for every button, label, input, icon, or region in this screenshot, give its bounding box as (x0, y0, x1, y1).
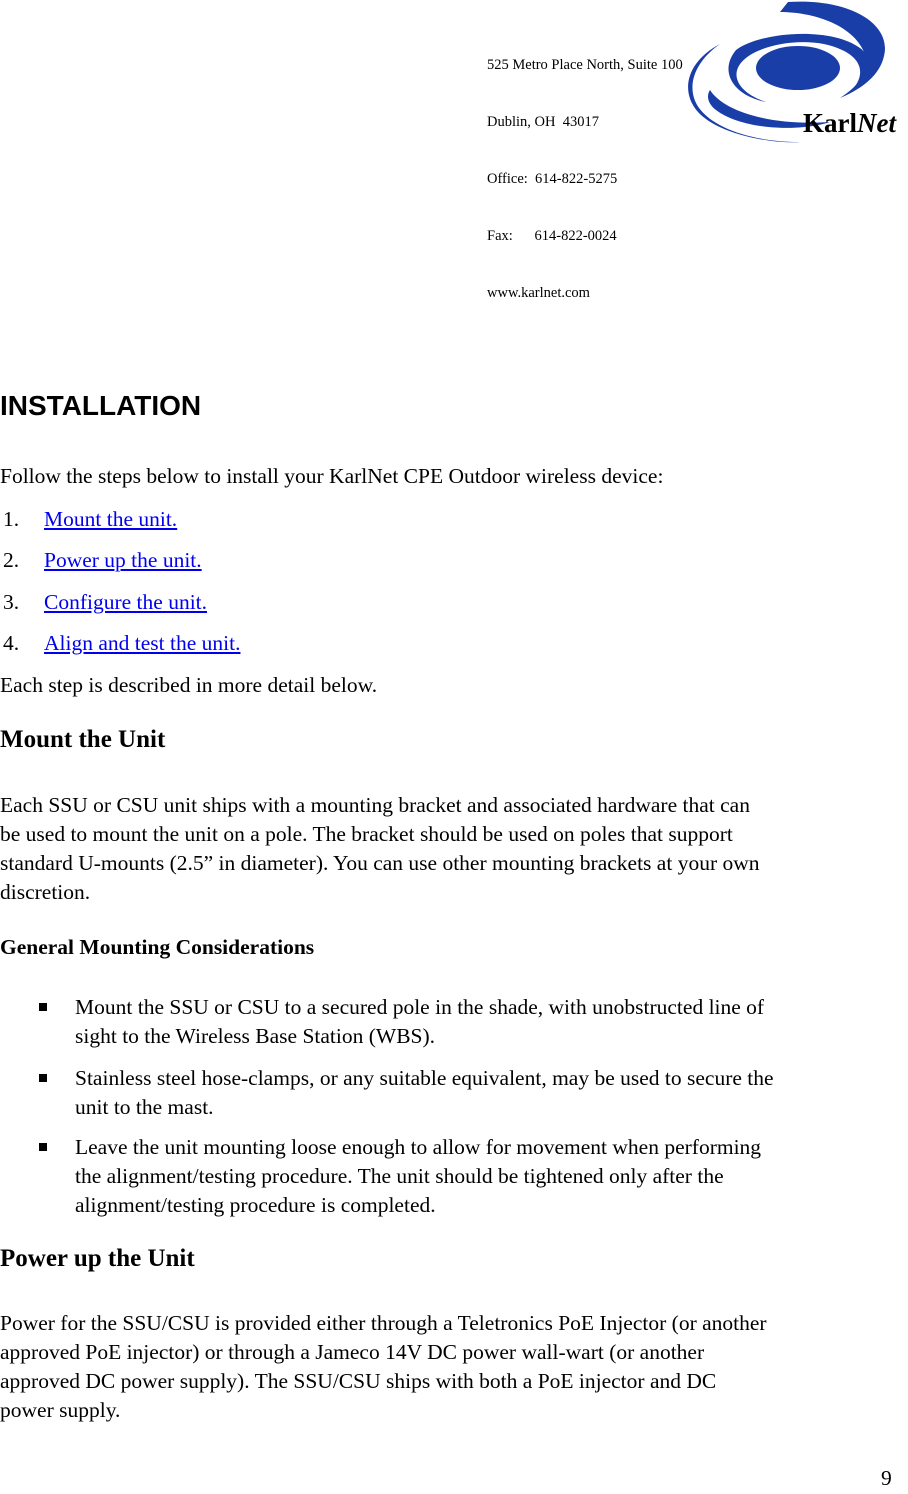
step-item (0, 588, 207, 616)
address-line: Fax: 614-822-0024 (487, 228, 617, 244)
address-line: www.karlnet.com (487, 285, 590, 301)
power-paragraph (0, 1309, 900, 1425)
para-line: discretion. (0, 880, 91, 904)
step-item (0, 546, 202, 574)
bullet-item (0, 993, 900, 1053)
bullet-text: Mount the SSU or CSU to a secured pole in the shade, with unobstructed line of sight to the Wireless Base Station (WBS). (75, 995, 765, 1048)
intro-text: Follow the steps below to install your KarlNet CPE Outdoor wireless device: (0, 464, 664, 488)
bullet-marker (39, 1074, 47, 1082)
para-line: Power for the SSU/CSU is provided either through a Teletronics PoE Injector (or another (0, 1311, 767, 1335)
step-number: 3. (3, 590, 20, 614)
para-line: power supply. (0, 1398, 121, 1422)
bullet-marker (39, 1143, 47, 1151)
step-item (0, 505, 177, 533)
para-line: approved PoE injector) or through a Jameco 14V DC power wall-wart (or another (0, 1340, 705, 1364)
power-heading: Power up the Unit (0, 1245, 195, 1272)
bullet-item (0, 1133, 900, 1223)
step-link-configure[interactable]: Configure the unit. (44, 590, 208, 614)
step-number: 1. (3, 507, 20, 531)
para-line: standard U-mounts (2.5” in diameter). You can use other mounting brackets at your own (0, 851, 760, 875)
bullet-marker (39, 1003, 47, 1011)
mount-heading: Mount the Unit (0, 726, 166, 753)
mounting-subheading: General Mounting Considerations (0, 935, 315, 959)
section-title: INSTALLATION (0, 390, 202, 421)
step-number: 2. (3, 548, 20, 572)
address-line: 525 Metro Place North, Suite 100 (487, 57, 683, 73)
bullet-text: Stainless steel hose-clamps, or any suitable equivalent, may be used to secure the unit to the mast. (75, 1066, 774, 1119)
step-link-power[interactable]: Power up the unit. (44, 548, 202, 572)
address-line: Dublin, OH 43017 (487, 114, 599, 130)
step-number: 4. (3, 631, 20, 655)
step-link-align[interactable]: Align and test the unit. (44, 631, 241, 655)
para-line: Each SSU or CSU unit ships with a mounting bracket and associated hardware that can (0, 793, 750, 817)
bullet-item (0, 1064, 900, 1124)
para-line: be used to mount the unit on a pole. The bracket should be used on poles that support (0, 822, 733, 846)
page-number: 9 (881, 1466, 892, 1490)
para-line: approved DC power supply). The SSU/CSU ships with both a PoE injector and DC (0, 1369, 717, 1393)
steps-footer: Each step is described in more detail below. (0, 673, 378, 697)
bullet-text: Leave the unit mounting loose enough to allow for movement when performing the alignment/testing procedure. The unit should be tightened only after the alignment/testing procedure is completed. (75, 1135, 762, 1217)
logo-wordmark: KarlNet (803, 108, 896, 138)
mount-paragraph (0, 791, 900, 907)
address-line: Office: 614-822-5275 (487, 171, 618, 187)
step-item (0, 629, 240, 657)
step-link-mount[interactable]: Mount the unit. (44, 507, 178, 531)
company-address (487, 18, 683, 322)
